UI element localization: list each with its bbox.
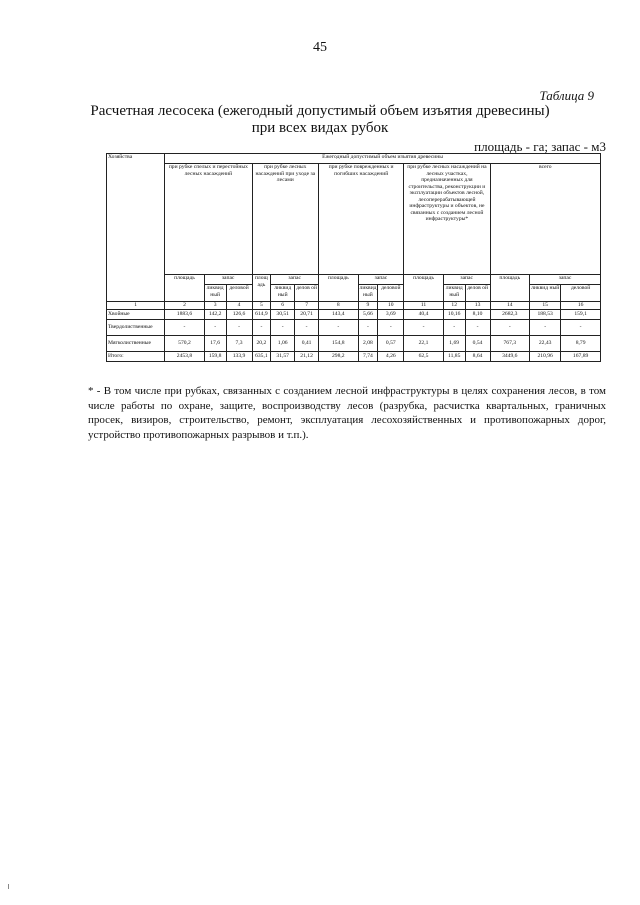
column-number: 1 (107, 302, 165, 310)
table-cell: 159,1 (561, 310, 601, 320)
row-hardwood (107, 320, 601, 336)
table-cell: 614,9 (252, 310, 271, 320)
row-label: Мягколиственные (107, 336, 165, 352)
table-cell: 0,54 (465, 336, 490, 352)
table-cell: 3449,6 (490, 352, 530, 362)
table-cell: - (443, 320, 465, 336)
subheader-liquid: ликвид ный (358, 285, 378, 302)
group-header-mature: при рубке спелых и перестойных лесных насаждений (165, 164, 252, 275)
table-title (0, 103, 640, 137)
table-cell: 0,41 (295, 336, 319, 352)
subheader-area: площадь (404, 275, 444, 302)
column-number: 15 (530, 302, 561, 310)
table-cell: 3,69 (378, 310, 404, 320)
column-number: 9 (358, 302, 378, 310)
table-cell: 22,1 (404, 336, 444, 352)
page-number: 45 (313, 40, 327, 55)
column-number: 3 (204, 302, 226, 310)
margin-mark (8, 884, 9, 889)
table-cell: 635,1 (252, 352, 271, 362)
table-cell: 17,6 (204, 336, 226, 352)
table-cell: 8,10 (465, 310, 490, 320)
table-cell: 154,8 (319, 336, 359, 352)
table-cell: - (530, 320, 561, 336)
group-header-damaged: при рубке поврежденных и погибших насаждений (319, 164, 404, 275)
table-cell: 7,3 (226, 336, 252, 352)
table-cell: 11,85 (443, 352, 465, 362)
table-cell: 2453,8 (165, 352, 205, 362)
table-cell: - (226, 320, 252, 336)
table-cell: 10,16 (443, 310, 465, 320)
row-label: Твердолиственные (107, 320, 165, 336)
subheader-business: делов ой (295, 285, 319, 302)
table-cell: - (319, 320, 359, 336)
column-number: 2 (165, 302, 205, 310)
column-number: 10 (378, 302, 404, 310)
table-cell: - (404, 320, 444, 336)
table-cell: 126,6 (226, 310, 252, 320)
table-cell: 142,2 (204, 310, 226, 320)
table-cell: 143,4 (319, 310, 359, 320)
column-number: 16 (561, 302, 601, 310)
table-cell: 570,2 (165, 336, 205, 352)
row-label: Итого: (107, 352, 165, 362)
header-main: Ежегодный допустимый объем изъятия древесины (165, 154, 601, 164)
subheader-area: площадь (165, 275, 205, 302)
table-cell: 210,96 (530, 352, 561, 362)
subheader-stock: запас (530, 275, 601, 285)
table-cell: 0,57 (378, 336, 404, 352)
subheader-liquid: ликвид ный (443, 285, 465, 302)
row-softwood (107, 336, 601, 352)
column-number: 5 (252, 302, 271, 310)
table-cell: 2,08 (358, 336, 378, 352)
row-total (107, 352, 601, 362)
subheader-liquid: ликвид ный (271, 285, 295, 302)
table-cell: 31,57 (271, 352, 295, 362)
table-cell: 1,06 (271, 336, 295, 352)
group-header-total: всего (490, 164, 600, 275)
subheader-area: площадь (490, 275, 530, 302)
table-cell: - (295, 320, 319, 336)
footnote: * - В том числе при рубках, связанных с созданием лесной инфраструктуры в целях сохранения лесов, в том числе работы по охране, защите, воспроизводству лесов (разрубка, расчистка квартальных, граничных просек, визиров, строительство, ремонт, эксплуатация лесохозяйственных и противопожарных дорог, устройство противопожарных разрывов и т.п.). (88, 385, 606, 441)
table-cell: - (465, 320, 490, 336)
subheader-stock: запас (358, 275, 404, 285)
units-note: площадь - га; запас - м3 (474, 139, 606, 154)
table-cell: - (561, 320, 601, 336)
table-cell: - (378, 320, 404, 336)
table-cell: 62,5 (404, 352, 444, 362)
table-cell: 8,79 (561, 336, 601, 352)
table-cell: 767,3 (490, 336, 530, 352)
logging-volume-table (106, 153, 601, 362)
subheader-area: площ адь (252, 275, 271, 302)
column-number: 8 (319, 302, 359, 310)
table-cell: 21,12 (295, 352, 319, 362)
table-cell: 20,2 (252, 336, 271, 352)
column-number: 11 (404, 302, 444, 310)
table-cell: 8,64 (465, 352, 490, 362)
group-header-thinning: при рубке лесных насаждений при уходе за лесами (252, 164, 319, 275)
subheader-business: деловой (561, 285, 601, 302)
table-cell: 167,89 (561, 352, 601, 362)
table-cell: - (204, 320, 226, 336)
table-cell: 7,74 (358, 352, 378, 362)
table-cell: - (358, 320, 378, 336)
header-farms: Хозяйства (107, 154, 165, 302)
table-cell: 298,2 (319, 352, 359, 362)
table-cell: 1883,6 (165, 310, 205, 320)
subheader-liquid: ликвид ный (204, 285, 226, 302)
column-number-row (107, 302, 601, 310)
table-cell: - (252, 320, 271, 336)
subheader-business: деловой (378, 285, 404, 302)
subheader-stock: запас (271, 275, 319, 285)
column-number: 13 (465, 302, 490, 310)
subheader-liquid: ликвид ный (530, 285, 561, 302)
column-number: 12 (443, 302, 465, 310)
table-cell: 22,43 (530, 336, 561, 352)
column-number: 4 (226, 302, 252, 310)
table-cell: - (490, 320, 530, 336)
table-cell: - (271, 320, 295, 336)
table-body (107, 310, 601, 362)
table-cell: 159,8 (204, 352, 226, 362)
column-number: 7 (295, 302, 319, 310)
table-cell: 5,66 (358, 310, 378, 320)
row-coniferous (107, 310, 601, 320)
table-cell: 30,51 (271, 310, 295, 320)
column-number: 14 (490, 302, 530, 310)
table-cell: 1,69 (443, 336, 465, 352)
subheader-stock: запас (204, 275, 252, 285)
group-header-infrastructure: при рубке лесных насаждений на лесных участках, предназначенных для строительства, реконструкции и эксплуатации объектов лесной, лесоперерабатывающей инфраструктуры и объектов, не связанных с созданием лесной инфраструктуры* (404, 164, 490, 275)
table-cell: 188,53 (530, 310, 561, 320)
subheader-business: деловой (226, 285, 252, 302)
row-label: Хвойные (107, 310, 165, 320)
table-cell: 4,26 (378, 352, 404, 362)
table-cell: 20,71 (295, 310, 319, 320)
subheader-stock: запас (443, 275, 490, 285)
subheader-business: делов ой (465, 285, 490, 302)
table-cell: - (165, 320, 205, 336)
subheader-area: площадь (319, 275, 359, 302)
table-title-line-2: при всех видах рубок (251, 120, 389, 136)
table-label: Таблица 9 (539, 88, 594, 103)
table-cell: 40,4 (404, 310, 444, 320)
table-title-line-1: Расчетная лесосека (ежегодный допустимый объем изъятия древесины) (90, 103, 550, 119)
table-cell: 2682,3 (490, 310, 530, 320)
column-number: 6 (271, 302, 295, 310)
table-cell: 133,9 (226, 352, 252, 362)
